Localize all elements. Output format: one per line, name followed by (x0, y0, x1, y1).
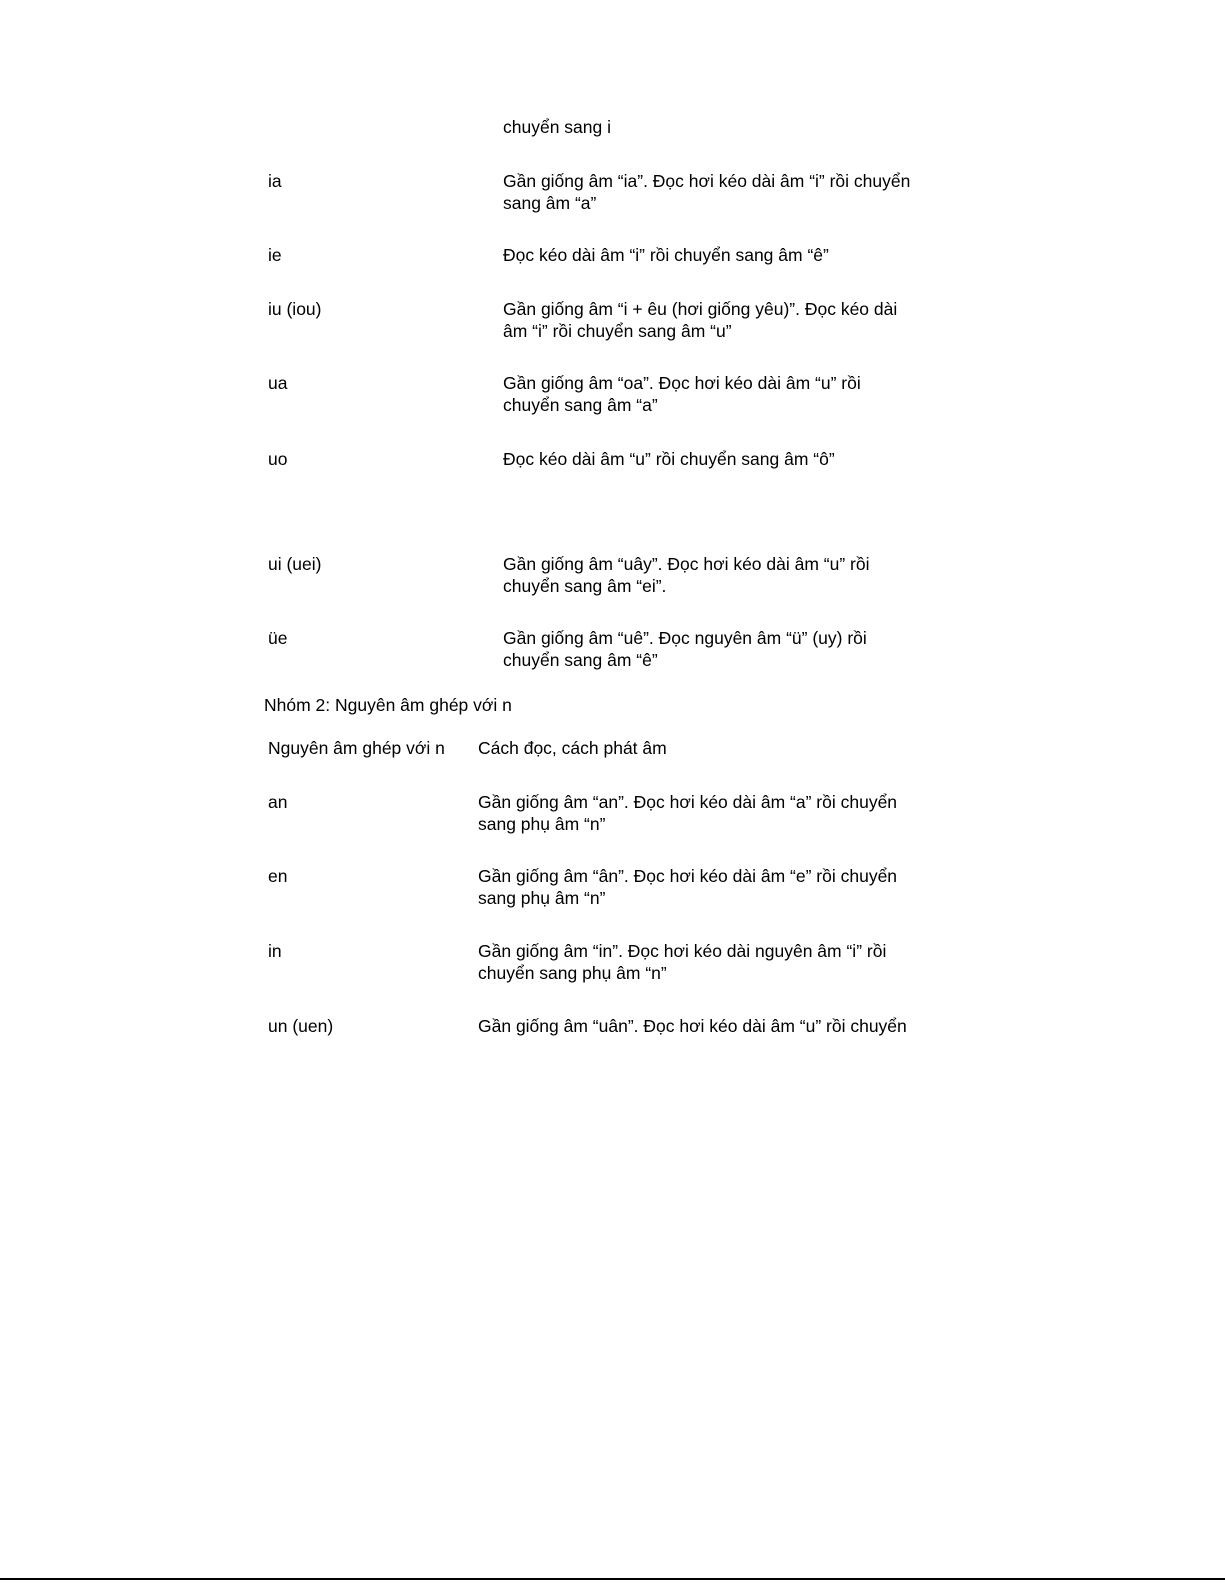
table1-continuation: chuyển sang i (503, 117, 611, 137)
table1-row-vowel: ua (268, 373, 288, 393)
table1-row-desc: Gần giống âm “ia”. Đọc hơi kéo dài âm “i” rồi chuyển (503, 171, 911, 191)
table2-row-vowel: in (268, 941, 282, 961)
table1-row-desc: Gần giống âm “uây”. Đọc hơi kéo dài âm “u” rồi (503, 554, 870, 574)
table2-row-desc: sang phụ âm “n” (478, 888, 606, 908)
table1-row-desc: chuyển sang âm “a” (503, 395, 658, 415)
table2-row-desc: chuyển sang phụ âm “n” (478, 963, 667, 983)
table1-row-vowel: ie (268, 245, 282, 265)
table2-row-desc: Gần giống âm “ân”. Đọc hơi kéo dài âm “e” rồi chuyển (478, 866, 898, 886)
table2-row-desc: Gần giống âm “an”. Đọc hơi kéo dài âm “a” rồi chuyển (478, 792, 898, 812)
section-heading: Nhóm 2: Nguyên âm ghép với n (264, 695, 512, 715)
table1-row-desc: chuyển sang âm “ei”. (503, 576, 667, 596)
table2-row-desc: Gần giống âm “uân”. Đọc hơi kéo dài âm “u” rồi chuyển (478, 1016, 907, 1036)
table1-row-desc: Gần giống âm “uê”. Đọc nguyên âm “ü” (uy) rồi (503, 628, 867, 648)
table1-row-desc: Gần giống âm “i + êu (hơi giống yêu)”. Đọc kéo dài (503, 299, 898, 319)
table1-row-vowel: uo (268, 449, 288, 469)
table1-row-desc: âm “i” rồi chuyển sang âm “u” (503, 321, 732, 341)
table1-row-vowel: ia (268, 171, 282, 191)
table2-row-desc: Gần giống âm “in”. Đọc hơi kéo dài nguyên âm “i” rồi (478, 941, 887, 961)
table1-row-desc: Gần giống âm “oa”. Đọc hơi kéo dài âm “u” rồi (503, 373, 861, 393)
table2-row-vowel: en (268, 866, 288, 886)
table2-header-vowel: Nguyên âm ghép với n (268, 738, 445, 758)
table1-row-vowel: üe (268, 628, 288, 648)
page-bottom-border (0, 1578, 1225, 1580)
table1-row-desc: Đọc kéo dài âm “u” rồi chuyển sang âm “ô” (503, 449, 835, 469)
table2-header-pronunciation: Cách đọc, cách phát âm (478, 738, 667, 758)
table1-row-desc: Đọc kéo dài âm “i” rồi chuyển sang âm “ê” (503, 245, 829, 265)
table2-row-vowel: an (268, 792, 288, 812)
table2-row-desc: sang phụ âm “n” (478, 814, 606, 834)
table1-row-desc: chuyển sang âm “ê” (503, 650, 658, 670)
table2-row-vowel: un (uen) (268, 1016, 334, 1036)
table1-row-vowel: iu (iou) (268, 299, 322, 319)
table1-row-vowel: ui (uei) (268, 554, 322, 574)
table1-row-desc: sang âm “a” (503, 193, 597, 213)
